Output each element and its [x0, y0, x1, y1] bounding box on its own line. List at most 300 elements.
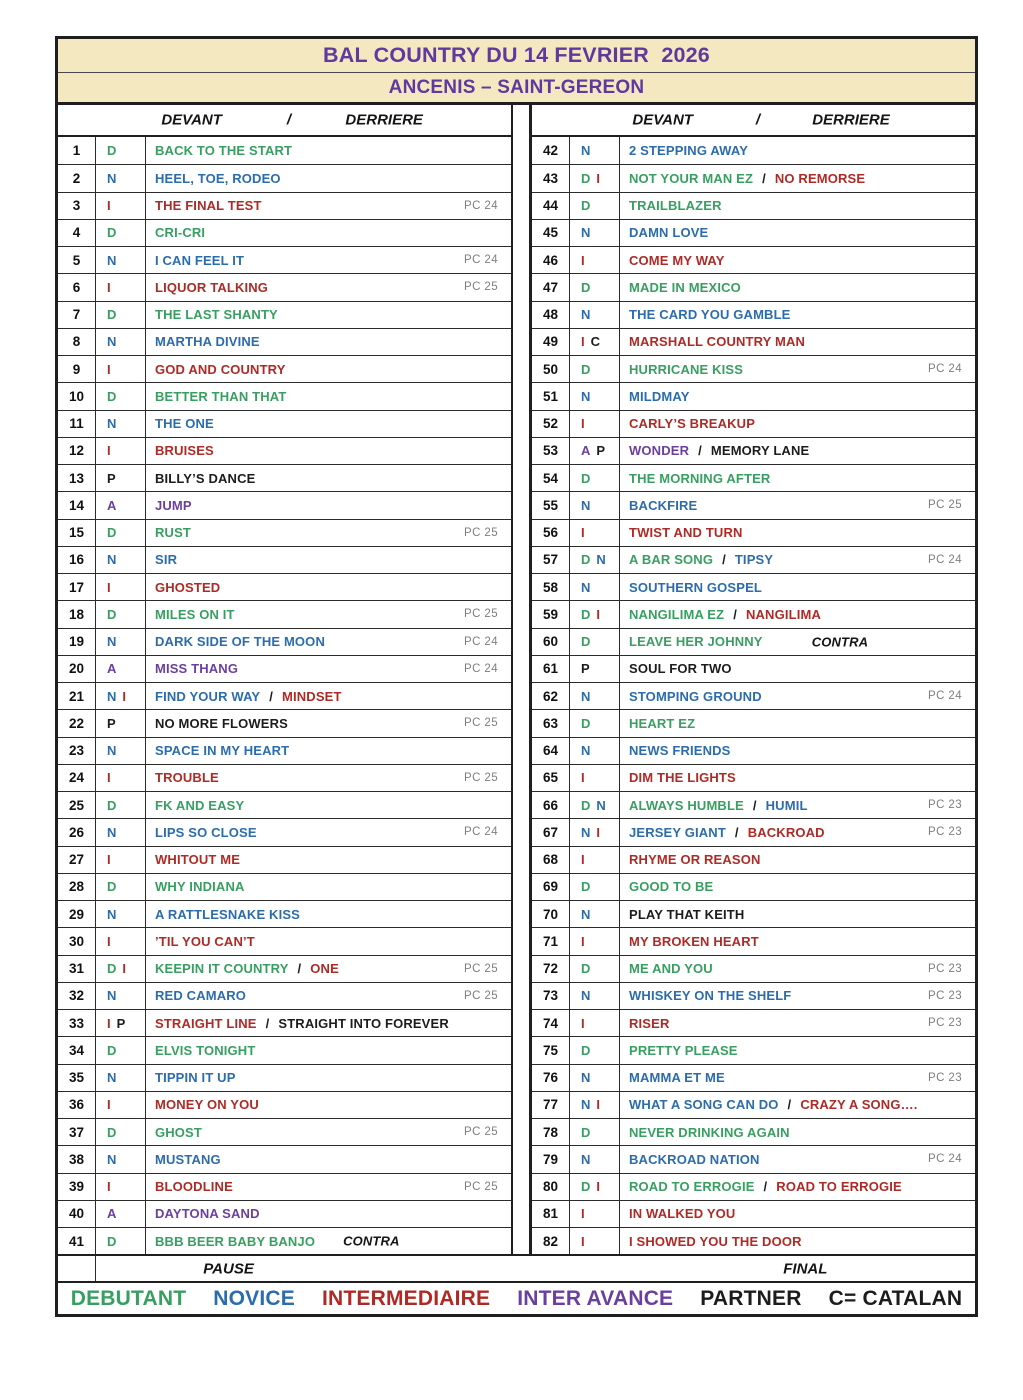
title-separator: / [734, 824, 739, 840]
derriere-label: DERRIERE [812, 111, 890, 129]
song-title: 2 STEPPING AWAY [629, 143, 749, 159]
level-code: D [107, 961, 117, 977]
pc-year-tag: PC 25 [464, 1126, 498, 1139]
pause-final-row [58, 1254, 975, 1281]
level-codes [96, 792, 146, 818]
song-title-cell [620, 165, 975, 191]
table-row [532, 219, 975, 246]
song-title-cell [146, 956, 511, 982]
level-code: N [107, 688, 117, 704]
level-codes [570, 738, 620, 764]
row-number: 70 [532, 901, 570, 927]
level-code: A [107, 661, 117, 677]
song-title: ’TIL YOU CAN’T [155, 933, 255, 949]
devant-label: DEVANT [161, 111, 222, 129]
song-title-cell [620, 738, 975, 764]
song-title-cell [146, 683, 511, 709]
page-subtitle: ANCENIS – SAINT-GEREON [58, 73, 975, 105]
row-number: 21 [58, 683, 96, 709]
level-codes [96, 901, 146, 927]
row-number: 24 [58, 765, 96, 791]
song-title: FIND YOUR WAY [155, 688, 261, 704]
level-codes [96, 492, 146, 518]
level-code: D [107, 525, 117, 541]
pc-year-tag: PC 23 [928, 989, 962, 1002]
song-title-cell [620, 1119, 975, 1145]
level-codes [96, 220, 146, 246]
pc-year-tag: PC 24 [928, 1153, 962, 1166]
level-code: I [581, 1206, 585, 1222]
song-title-cell [146, 901, 511, 927]
song-title: BACK TO THE START [155, 143, 293, 159]
left-table-header [58, 105, 511, 137]
row-number: 41 [58, 1228, 96, 1254]
song-title: WHAT A SONG CAN DO [629, 1097, 779, 1113]
table-row [532, 1064, 975, 1091]
level-code: N [581, 1070, 591, 1086]
table-row [532, 1036, 975, 1063]
header-slash: / [755, 111, 761, 129]
level-codes [96, 383, 146, 409]
level-codes [96, 1201, 146, 1227]
table-row [532, 955, 975, 982]
song-title: TIPPIN IT UP [155, 1070, 236, 1086]
song-title-cell [620, 247, 975, 273]
song-title: I CAN FEEL IT [155, 252, 245, 268]
level-codes [570, 901, 620, 927]
level-code: I [596, 824, 601, 840]
row-number: 32 [58, 983, 96, 1009]
legend-item: C= CATALAN [828, 1286, 963, 1310]
song-title: MEMORY LANE [710, 443, 810, 459]
level-code: N [581, 824, 591, 840]
song-title: SPACE IN MY HEART [155, 743, 290, 759]
row-number: 15 [58, 520, 96, 546]
song-title-cell [146, 765, 511, 791]
level-codes [570, 302, 620, 328]
row-number: 75 [532, 1037, 570, 1063]
table-row [532, 737, 975, 764]
level-codes [96, 819, 146, 845]
song-title: MUSTANG [155, 1151, 221, 1167]
devant-label: DEVANT [632, 111, 693, 129]
title-separator: / [733, 606, 737, 622]
column-gap [513, 105, 529, 1254]
table-row [58, 682, 511, 709]
table-row [58, 273, 511, 300]
row-number: 26 [58, 819, 96, 845]
level-codes [96, 738, 146, 764]
row-number: 58 [532, 574, 570, 600]
song-title-cell [146, 465, 511, 491]
song-title: COME MY WAY [629, 252, 725, 268]
song-title-cell [146, 847, 511, 873]
row-number: 71 [532, 928, 570, 954]
level-code: N [107, 552, 117, 568]
song-title-cell [146, 1010, 511, 1036]
song-title: CARLY’S BREAKUP [629, 416, 756, 432]
song-title: RUST [155, 525, 191, 541]
level-codes [570, 1010, 620, 1036]
level-code: N [107, 743, 117, 759]
song-title: NO MORE FLOWERS [155, 715, 288, 731]
song-title: THE CARD YOU GAMBLE [629, 307, 791, 323]
song-title-cell [146, 137, 511, 164]
song-title: STOMPING GROUND [629, 688, 762, 704]
song-title: MY BROKEN HEART [629, 933, 759, 949]
song-title-cell [620, 956, 975, 982]
table-row [58, 1200, 511, 1227]
song-title-cell [620, 492, 975, 518]
left-table [58, 105, 513, 1254]
row-number: 72 [532, 956, 570, 982]
level-code: I [122, 961, 127, 977]
level-code: D [581, 198, 591, 214]
level-codes [570, 1174, 620, 1200]
table-row [532, 791, 975, 818]
song-title: GHOSTED [155, 579, 221, 595]
level-codes [570, 356, 620, 382]
song-title-cell [620, 356, 975, 382]
song-title: ONE [310, 961, 339, 977]
level-codes [96, 765, 146, 791]
level-codes [96, 1146, 146, 1172]
song-title-cell [146, 1092, 511, 1118]
table-row [58, 246, 511, 273]
level-codes [570, 165, 620, 191]
song-title-cell [146, 1037, 511, 1063]
table-row [532, 164, 975, 191]
row-number: 48 [532, 302, 570, 328]
pc-year-tag: PC 24 [928, 363, 962, 376]
row-number: 23 [58, 738, 96, 764]
pc-year-tag: PC 23 [928, 962, 962, 975]
level-codes [96, 137, 146, 164]
level-code: N [581, 1097, 591, 1113]
song-title-cell [620, 274, 975, 300]
level-code: N [107, 416, 117, 432]
row-number: 42 [532, 137, 570, 164]
table-row [532, 192, 975, 219]
level-code: N [581, 579, 591, 595]
row-number: 74 [532, 1010, 570, 1036]
pause-label: PAUSE [203, 1260, 254, 1278]
table-row [532, 491, 975, 518]
row-number: 50 [532, 356, 570, 382]
song-title-cell [620, 1010, 975, 1036]
table-row [532, 1200, 975, 1227]
setlist-sheet [55, 36, 978, 1317]
row-number: 67 [532, 819, 570, 845]
song-title-cell [146, 547, 511, 573]
level-codes [570, 847, 620, 873]
song-title: NO REMORSE [774, 170, 866, 186]
pc-year-tag: PC 24 [464, 635, 498, 648]
level-code: D [581, 1042, 591, 1058]
song-title-cell [146, 738, 511, 764]
song-title-cell [620, 1037, 975, 1063]
legend-item: NOVICE [213, 1286, 295, 1310]
song-title-cell [620, 983, 975, 1009]
table-row [532, 873, 975, 900]
level-codes [570, 1092, 620, 1118]
row-number: 36 [58, 1092, 96, 1118]
song-title: WHY INDIANA [155, 879, 245, 895]
right-table-body [532, 137, 975, 1254]
level-codes [96, 247, 146, 273]
song-title: THE MORNING AFTER [629, 470, 771, 486]
level-code: D [581, 361, 591, 377]
song-title: NANGILIMA EZ [629, 606, 725, 622]
song-title-cell [620, 819, 975, 845]
song-title-cell [620, 137, 975, 164]
level-code: N [107, 334, 117, 350]
pc-year-tag: PC 25 [464, 989, 498, 1002]
song-title-cell [146, 792, 511, 818]
song-title: LIPS SO CLOSE [155, 824, 257, 840]
level-code: I [107, 198, 111, 214]
row-number: 60 [532, 629, 570, 655]
level-codes [570, 1037, 620, 1063]
derriere-label: DERRIERE [345, 111, 423, 129]
table-row [532, 382, 975, 409]
song-title: WONDER [629, 443, 690, 459]
song-title-cell [620, 1201, 975, 1227]
song-title: WHITOUT ME [155, 852, 241, 868]
song-title-cell [146, 601, 511, 627]
level-codes [570, 220, 620, 246]
table-row [532, 1118, 975, 1145]
song-title: TIPSY [734, 552, 774, 568]
row-number: 27 [58, 847, 96, 873]
level-code: N [581, 743, 591, 759]
song-title: MARSHALL COUNTRY MAN [629, 334, 806, 350]
song-title-cell [146, 983, 511, 1009]
row-number: 45 [532, 220, 570, 246]
song-title-cell [620, 411, 975, 437]
table-row [532, 927, 975, 954]
table-row [58, 737, 511, 764]
song-title: STRAIGHT INTO FOREVER [278, 1015, 449, 1031]
table-row [58, 818, 511, 845]
song-title-cell [146, 193, 511, 219]
pc-year-tag: PC 24 [464, 199, 498, 212]
level-code: I [581, 334, 585, 350]
row-number: 79 [532, 1146, 570, 1172]
level-codes [96, 1174, 146, 1200]
row-number: 66 [532, 792, 570, 818]
pc-year-tag: PC 24 [464, 826, 498, 839]
table-row [58, 219, 511, 246]
title-separator: / [297, 961, 302, 977]
level-code: N [581, 906, 591, 922]
level-code: D [107, 1233, 117, 1249]
final-label: FINAL [783, 1260, 828, 1278]
level-codes [570, 247, 620, 273]
song-title-cell [620, 302, 975, 328]
level-code: I [107, 933, 111, 949]
song-title-cell [146, 302, 511, 328]
level-codes [570, 683, 620, 709]
level-code: D [107, 225, 117, 241]
song-title: A RATTLESNAKE KISS [155, 906, 300, 922]
level-codes [96, 274, 146, 300]
legend-item: DEBUTANT [70, 1286, 187, 1310]
level-codes [570, 874, 620, 900]
level-codes [96, 656, 146, 682]
level-codes [96, 165, 146, 191]
song-title: DARK SIDE OF THE MOON [155, 634, 325, 650]
song-title-cell [146, 1146, 511, 1172]
level-code: D [581, 1179, 591, 1195]
song-title: CRAZY A SONG…. [800, 1097, 918, 1113]
level-codes [570, 1201, 620, 1227]
song-title-cell [620, 1146, 975, 1172]
level-code: I [581, 1015, 585, 1031]
table-row [532, 1227, 975, 1254]
song-title: IN WALKED YOU [629, 1206, 736, 1222]
row-number: 4 [58, 220, 96, 246]
level-codes [96, 629, 146, 655]
level-code: N [581, 988, 591, 1004]
row-number: 16 [58, 547, 96, 573]
level-code: N [107, 1070, 117, 1086]
song-title-cell [146, 220, 511, 246]
level-codes [96, 710, 146, 736]
level-code: P [116, 1015, 126, 1031]
song-title: MADE IN MEXICO [629, 279, 741, 295]
level-code: N [596, 552, 606, 568]
row-number: 3 [58, 193, 96, 219]
level-code: N [581, 225, 591, 241]
table-row [532, 846, 975, 873]
row-number: 77 [532, 1092, 570, 1118]
pc-year-tag: PC 25 [928, 499, 962, 512]
level-codes [570, 1228, 620, 1254]
song-title: DAMN LOVE [629, 225, 709, 241]
level-codes [96, 983, 146, 1009]
level-code: D [581, 879, 591, 895]
table-row [58, 955, 511, 982]
song-title: NOT YOUR MAN EZ [629, 170, 754, 186]
row-number: 20 [58, 656, 96, 682]
level-codes [96, 601, 146, 627]
song-title: JUMP [155, 497, 192, 513]
song-title-cell [146, 1201, 511, 1227]
level-codes [570, 137, 620, 164]
song-title-cell [146, 520, 511, 546]
song-title-cell [620, 629, 975, 655]
song-title: TWIST AND TURN [629, 525, 743, 541]
song-title: ME AND YOU [629, 961, 713, 977]
row-number: 19 [58, 629, 96, 655]
level-codes [96, 574, 146, 600]
table-row [58, 600, 511, 627]
row-number: 68 [532, 847, 570, 873]
table-row [58, 655, 511, 682]
row-number: 51 [532, 383, 570, 409]
song-title-cell [620, 220, 975, 246]
level-code: D [107, 879, 117, 895]
song-title: MARTHA DIVINE [155, 334, 260, 350]
pc-year-tag: PC 25 [464, 771, 498, 784]
song-title: BACKROAD [747, 824, 825, 840]
level-code: D [107, 307, 117, 323]
row-number: 14 [58, 492, 96, 518]
level-code: N [107, 252, 117, 268]
song-title: MILES ON IT [155, 606, 235, 622]
song-title: BACKFIRE [629, 497, 698, 513]
row-number: 13 [58, 465, 96, 491]
song-title: A BAR SONG [629, 552, 714, 568]
header-slash: / [286, 111, 292, 129]
level-code: N [107, 170, 117, 186]
row-number: 18 [58, 601, 96, 627]
row-number: 62 [532, 683, 570, 709]
row-number: 37 [58, 1119, 96, 1145]
song-title-cell [146, 656, 511, 682]
row-number: 65 [532, 765, 570, 791]
pc-year-tag: PC 24 [464, 662, 498, 675]
song-title: LIQUOR TALKING [155, 279, 269, 295]
level-codes [96, 956, 146, 982]
level-codes [96, 329, 146, 355]
level-code: D [581, 279, 591, 295]
level-code: I [581, 770, 585, 786]
table-row [58, 1009, 511, 1036]
table-row [532, 709, 975, 736]
level-code: I [596, 1097, 601, 1113]
row-number: 59 [532, 601, 570, 627]
row-number: 52 [532, 411, 570, 437]
legend-item: PARTNER [700, 1286, 802, 1310]
table-row [58, 491, 511, 518]
song-title-cell [620, 656, 975, 682]
table-row [532, 1173, 975, 1200]
row-number: 73 [532, 983, 570, 1009]
row-number: 38 [58, 1146, 96, 1172]
level-code: N [581, 307, 591, 323]
level-code: I [107, 579, 111, 595]
song-title: MINDSET [282, 688, 342, 704]
song-title: TRAILBLAZER [629, 198, 722, 214]
table-row [58, 164, 511, 191]
song-title-cell [146, 710, 511, 736]
table-row [58, 464, 511, 491]
level-code: I [107, 1015, 111, 1031]
level-codes [96, 847, 146, 873]
level-codes [570, 629, 620, 655]
song-title-cell [620, 847, 975, 873]
table-row [532, 464, 975, 491]
level-codes [570, 792, 620, 818]
table-row [58, 982, 511, 1009]
level-code: I [581, 416, 585, 432]
row-number: 54 [532, 465, 570, 491]
level-codes [570, 710, 620, 736]
song-title-cell [146, 356, 511, 382]
row-number: 33 [58, 1010, 96, 1036]
level-code: N [107, 634, 117, 650]
table-row [58, 628, 511, 655]
level-code: A [581, 443, 591, 459]
title-separator: / [762, 170, 766, 186]
level-codes [570, 956, 620, 982]
row-number: 8 [58, 329, 96, 355]
pc-year-tag: PC 25 [464, 717, 498, 730]
table-row [58, 927, 511, 954]
table-row [58, 900, 511, 927]
